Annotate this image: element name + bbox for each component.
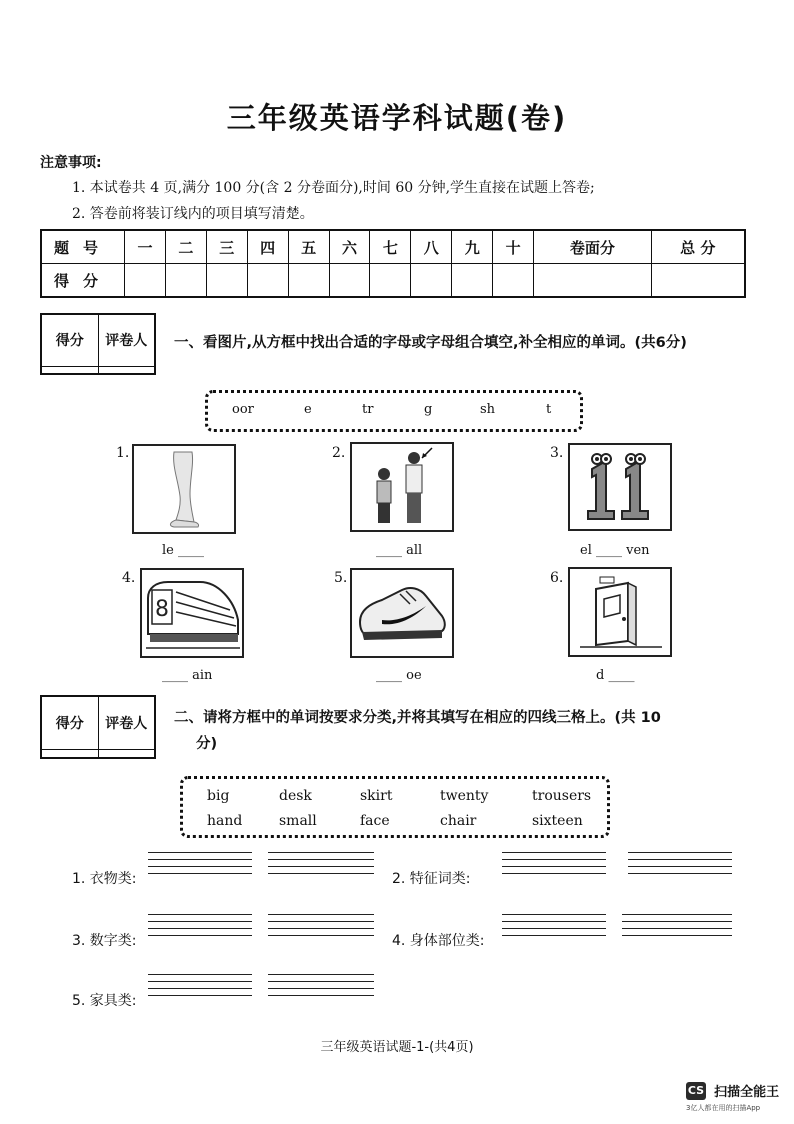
score-col-total: 总 分: [651, 230, 745, 264]
score-col-2: 二: [165, 230, 206, 264]
category-numbers: 3. 数字类:: [72, 933, 137, 949]
writing-grid-line: [268, 935, 374, 936]
option-oor: oor: [232, 402, 254, 417]
grader-score-cell[interactable]: [41, 366, 98, 374]
score-table: [40, 229, 746, 298]
item-3-picture: [568, 443, 672, 531]
score-cell[interactable]: [288, 264, 329, 298]
score-col-4: 四: [247, 230, 288, 264]
score-col-5: 五: [288, 230, 329, 264]
category-features: 2. 特征词类:: [392, 871, 471, 887]
score-cell[interactable]: [247, 264, 288, 298]
writing-grid-line: [268, 859, 374, 860]
item-4-picture: [140, 568, 244, 658]
writing-grid-line: [628, 852, 732, 853]
option-e: e: [304, 402, 312, 417]
score-cell[interactable]: [370, 264, 411, 298]
writing-grid-line: [622, 928, 732, 929]
page-footer: 三年级英语试题-1-(共4页): [320, 1040, 474, 1055]
writing-grid-line: [268, 873, 374, 874]
score-col-3: 三: [206, 230, 247, 264]
writing-grid-line: [622, 935, 732, 936]
page-title: 三年级英语学科试题(卷): [226, 101, 568, 135]
writing-grid-line: [502, 935, 606, 936]
word-desk: desk: [279, 788, 312, 804]
item-6-picture: [568, 567, 672, 657]
writing-grid-line: [502, 859, 606, 860]
writing-grid-line: [148, 921, 252, 922]
leg-icon: [134, 446, 234, 532]
score-col-10: 十: [493, 230, 534, 264]
svg-text:8: 8: [155, 597, 169, 622]
item-1-picture: [132, 444, 236, 534]
category-clothes: 1. 衣物类:: [72, 871, 137, 887]
writing-grid-line: [148, 859, 252, 860]
notice-item-2: 2. 答卷前将装订线内的项目填写清楚。: [72, 206, 314, 222]
writing-grid-line: [148, 988, 252, 989]
writing-grid-line: [268, 995, 374, 996]
writing-grid-line: [268, 921, 374, 922]
item-2-answer[interactable]: ____ all: [376, 543, 423, 558]
door-icon: [570, 569, 670, 655]
writing-grid-line: [148, 981, 252, 982]
category-furniture: 5. 家具类:: [72, 993, 137, 1009]
writing-grid-line: [268, 866, 374, 867]
writing-grid-line: [502, 914, 606, 915]
writing-grid-line: [148, 852, 252, 853]
grader-name-label: 评卷人: [98, 314, 155, 366]
scanner-logo-tagline: 3亿人都在用的扫描App: [686, 1104, 761, 1112]
item-1-number: 1.: [116, 445, 130, 461]
writing-grid-line: [148, 914, 252, 915]
train-icon: [142, 570, 242, 656]
writing-grid-line: [268, 974, 374, 975]
option-g: g: [424, 402, 433, 417]
score-col-7: 七: [370, 230, 411, 264]
grader-score-cell[interactable]: [41, 750, 98, 758]
score-table-row-label: 题号: [41, 230, 125, 264]
item-6-answer[interactable]: d ____: [596, 668, 635, 683]
grader-name-cell[interactable]: [98, 366, 155, 374]
word-twenty: twenty: [440, 788, 489, 804]
word-chair: chair: [440, 813, 477, 829]
writing-grid-line: [148, 873, 252, 874]
writing-grid-line: [502, 852, 606, 853]
word-trousers: trousers: [532, 788, 592, 804]
grader-score-label: 得分: [41, 314, 98, 366]
notice-heading: 注意事项:: [40, 155, 102, 171]
grader-score-label: 得分: [41, 696, 98, 750]
writing-grid-line: [622, 921, 732, 922]
score-cell[interactable]: [452, 264, 493, 298]
score-cell[interactable]: [125, 264, 166, 298]
number-eleven-icon: [570, 445, 670, 529]
score-cell[interactable]: [534, 264, 652, 298]
word-big: big: [207, 788, 230, 804]
word-sixteen: sixteen: [532, 813, 583, 829]
score-col-9: 九: [452, 230, 493, 264]
section-2-heading-line-1: 二、请将方框中的单词按要求分类,并将其填写在相应的四线三格上。(共 10: [174, 710, 661, 726]
item-3-answer[interactable]: el ____ ven: [580, 543, 650, 558]
item-5-picture: [350, 568, 454, 658]
scanner-logo-badge: CS: [686, 1082, 706, 1100]
writing-grid-line: [268, 928, 374, 929]
writing-grid-line: [148, 974, 252, 975]
item-1-answer[interactable]: le ____: [162, 543, 204, 558]
writing-grid-line: [268, 914, 374, 915]
section-2-heading-line-2: 分): [196, 736, 218, 752]
writing-grid-line: [628, 873, 732, 874]
grader-box-1: [40, 313, 156, 375]
score-cell[interactable]: [651, 264, 745, 298]
writing-grid-line: [148, 866, 252, 867]
item-2-picture: [350, 442, 454, 532]
score-cell[interactable]: [165, 264, 206, 298]
word-face: face: [360, 813, 390, 829]
option-tr: tr: [362, 402, 374, 417]
score-col-1: 一: [125, 230, 166, 264]
notice-item-1: 1. 本试卷共 4 页,满分 100 分(含 2 分卷面分),时间 60 分钟,学生直接在试题上答卷;: [72, 180, 595, 196]
category-body-parts: 4. 身体部位类:: [392, 933, 485, 949]
grader-name-label: 评卷人: [98, 696, 155, 750]
grader-box-2: [40, 695, 156, 759]
option-sh: sh: [480, 402, 496, 417]
scanner-watermark: [686, 1080, 779, 1100]
shoe-icon: [352, 570, 452, 656]
word-skirt: skirt: [360, 788, 393, 804]
item-2-number: 2.: [332, 445, 346, 461]
writing-grid-line: [628, 866, 732, 867]
writing-grid-line: [148, 935, 252, 936]
item-5-number: 5.: [334, 570, 348, 586]
score-col-8: 八: [411, 230, 452, 264]
writing-grid-line: [268, 988, 374, 989]
scanner-logo-name: 扫描全能王: [714, 1085, 780, 1100]
score-cell[interactable]: [329, 264, 370, 298]
score-col-neatness: 卷面分: [534, 230, 652, 264]
writing-grid-line: [502, 866, 606, 867]
option-t: t: [546, 402, 552, 417]
score-cell[interactable]: [411, 264, 452, 298]
writing-grid-line: [502, 928, 606, 929]
writing-grid-line: [502, 873, 606, 874]
item-6-number: 6.: [550, 570, 564, 586]
item-5-answer[interactable]: ____ oe: [376, 668, 422, 683]
word-small: small: [279, 813, 317, 829]
writing-grid-line: [148, 995, 252, 996]
item-4-answer[interactable]: ____ ain: [162, 668, 213, 683]
score-col-6: 六: [329, 230, 370, 264]
score-cell[interactable]: [493, 264, 534, 298]
writing-grid-line: [268, 852, 374, 853]
writing-grid-line: [502, 921, 606, 922]
tall-boy-icon: [352, 444, 452, 530]
item-4-number: 4.: [122, 570, 136, 586]
grader-name-cell[interactable]: [98, 750, 155, 758]
writing-grid-line: [628, 859, 732, 860]
letter-options-box: [205, 390, 583, 432]
score-table-score-label: 得分: [41, 264, 125, 298]
writing-grid-line: [148, 928, 252, 929]
word-hand: hand: [207, 813, 243, 829]
score-cell[interactable]: [206, 264, 247, 298]
item-3-number: 3.: [550, 445, 564, 461]
writing-grid-line: [622, 914, 732, 915]
section-1-heading: 一、看图片,从方框中找出合适的字母或字母组合填空,补全相应的单词。(共6分): [174, 335, 687, 351]
writing-grid-line: [268, 981, 374, 982]
